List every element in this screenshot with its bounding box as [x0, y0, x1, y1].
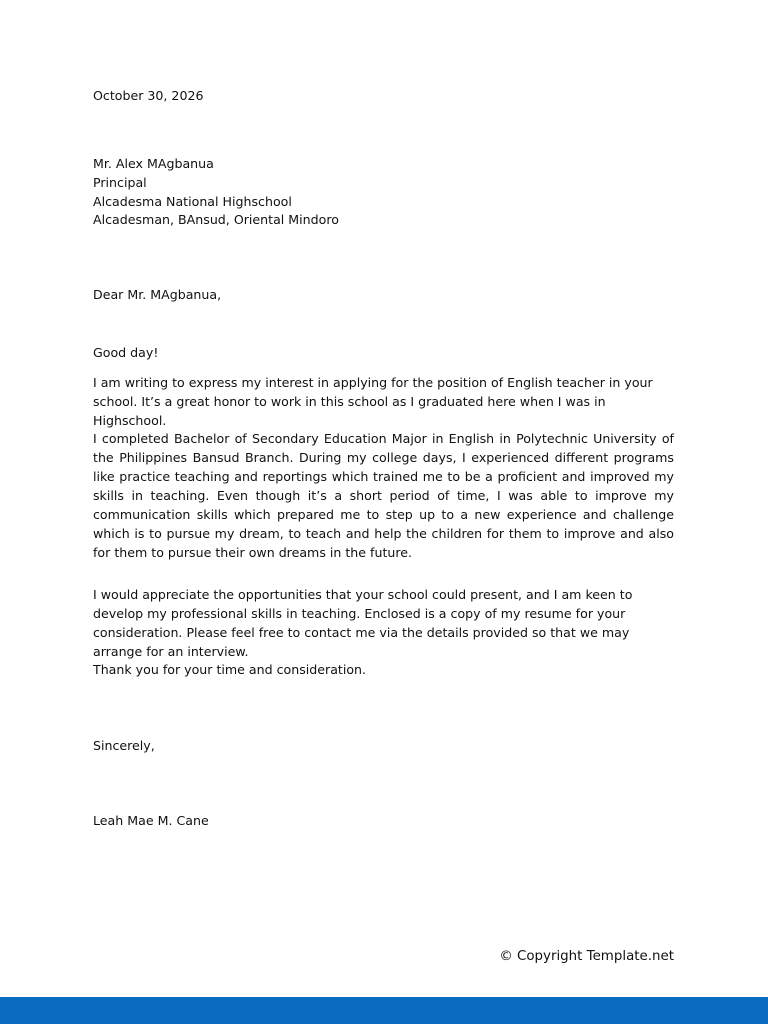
- signature-name: Leah Mae M. Cane: [93, 813, 209, 828]
- paragraph-closing-request: I would appreciate the opportunities that your school could present, and I am keen to develop my professional skills in teaching. Enclosed is a copy of my resume for your consideration. Please feel free to contact me via the details provided so that we may arrange for an interview.: [93, 587, 633, 659]
- letter-date: October 30, 2026: [93, 88, 204, 103]
- recipient-address: Alcadesman, BAnsud, Oriental Mindoro: [93, 212, 339, 227]
- paragraph-education: I completed Bachelor of Secondary Education Major in English in Polytechnic University of the Philippines Bansud Branch. During my college days, I experienced different programs like practice teaching and reportings which trained me to be a proficient and improved my skills in teaching. Even though it’s a short period of time, I was able to improve my communication skills which prepared me to step up to a new experience and challenge which is to pursue my dream, to teach and help the children for them to improve and also for them to pursue their own dreams in the future.: [93, 431, 674, 560]
- paragraph-thanks: Thank you for your time and consideration.: [93, 662, 367, 677]
- closing: Sincerely,: [93, 738, 155, 753]
- recipient-title: Principal: [93, 175, 147, 190]
- greeting: Good day!: [93, 345, 159, 360]
- recipient-school: Alcadesma National Highschool: [93, 194, 292, 209]
- footer-bar: [0, 997, 768, 1024]
- recipient-name: Mr. Alex MAgbanua: [93, 156, 214, 171]
- salutation: Dear Mr. MAgbanua,: [93, 287, 222, 302]
- copyright-text: © Copyright Template.net: [499, 949, 674, 964]
- paragraph-intro: I am writing to express my interest in applying for the position of English teacher in your school. It’s a great honor to work in this school as I graduated here when I was in Highschool.: [93, 375, 653, 428]
